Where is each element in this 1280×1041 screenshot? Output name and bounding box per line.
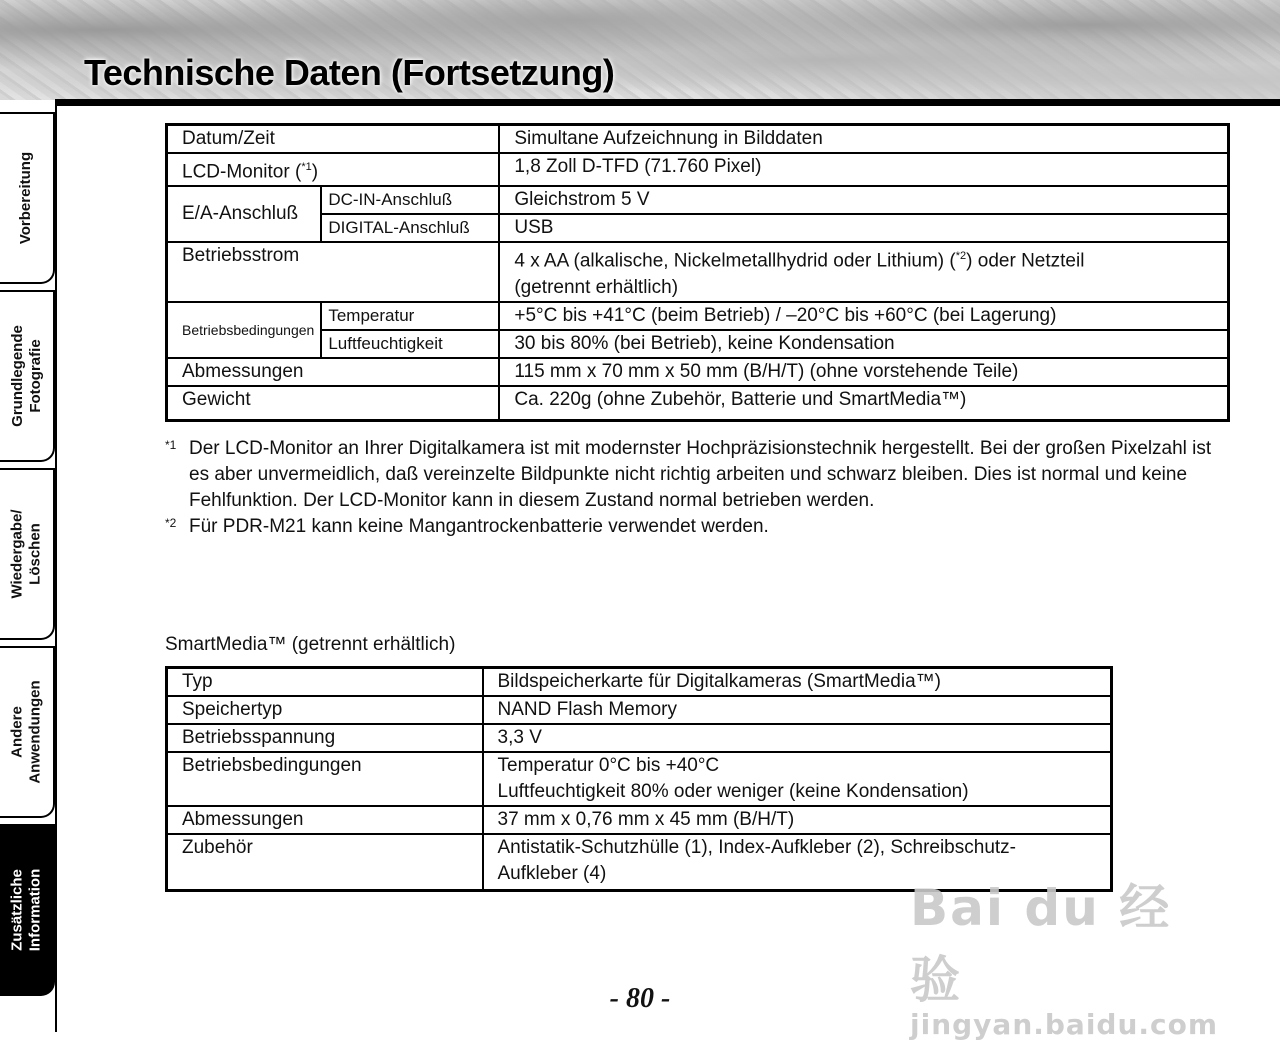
row-value: NAND Flash Memory [483, 696, 1112, 724]
spec-table [165, 123, 1230, 422]
sidebar-tab-label: Vorbereitung [17, 151, 35, 245]
row-label: Gewicht [167, 386, 500, 421]
row-value: 1,8 Zoll D-TFD (71.760 Pixel) [499, 153, 1228, 186]
watermark-url: jingyan.baidu.com [910, 1008, 1219, 1041]
label-text: ) [311, 161, 319, 183]
sub-label: Luftfeuchtigkeit [321, 330, 499, 358]
value-text: Aufkleber (4) [497, 863, 607, 884]
table-row [167, 752, 1112, 806]
row-value: USB [499, 214, 1228, 242]
table-row [167, 668, 1112, 697]
row-value: 115 mm x 70 mm x 50 mm (B/H/T) (ohne vorstehende Teile) [499, 358, 1228, 386]
row-value: Ca. 220g (ohne Zubehör, Batterie und SmartMedia™) [499, 386, 1228, 421]
footnote-1 [165, 436, 1225, 514]
table-row [167, 153, 1229, 186]
row-value: Simultane Aufzeichnung in Bilddaten [499, 125, 1228, 154]
smartmedia-table [165, 666, 1113, 892]
sidebar-tab-label: Wiedergabe/ Löschen [8, 509, 44, 599]
table-row [167, 186, 1229, 214]
row-label: Betriebsstrom [167, 242, 500, 301]
footnote-mark: *2 [165, 516, 177, 530]
sidebar-tab-label: Andere Anwendungen [8, 680, 44, 784]
row-label: Datum/Zeit [167, 125, 500, 154]
value-text: Temperatur 0°C bis +40°C [497, 755, 720, 776]
table-row [167, 724, 1112, 752]
sidebar-tab-vorbereitung[interactable] [0, 112, 55, 284]
smartmedia-heading: SmartMedia™ (getrennt erhältlich) [165, 634, 456, 655]
sidebar-tab-zusaetzliche-information[interactable] [0, 824, 55, 996]
table-row [167, 214, 1229, 242]
table-row [167, 696, 1112, 724]
sub-label: Temperatur [321, 302, 499, 330]
row-value [483, 752, 1112, 806]
value-text: ) oder Netzteil [966, 250, 1085, 272]
row-label: Betriebsspannung [167, 724, 483, 752]
row-value: 30 bis 80% (bei Betrieb), keine Kondensation [499, 330, 1228, 358]
table-row [167, 242, 1229, 301]
label-text: LCD-Monitor ( [182, 161, 302, 183]
row-value [499, 242, 1228, 301]
page-title: Technische Daten (Fortsetzung) [84, 52, 615, 93]
value-text: 4 x AA (alkalische, Nickelmetallhydrid oder Lithium) ( [514, 250, 956, 272]
row-value: Gleichstrom 5 V [499, 186, 1228, 214]
row-label: Betriebsbedingungen [167, 302, 322, 358]
sub-label: DIGITAL-Anschluß [321, 214, 499, 242]
table-row [167, 806, 1112, 834]
sidebar-tab-label: Grundlegende Fotografie [8, 325, 44, 427]
footnote-mark: *1 [165, 438, 177, 452]
sidebar-tab-andere-anwendungen[interactable] [0, 646, 55, 818]
row-value: Bildspeicherkarte für Digitalkameras (SmartMedia™) [483, 668, 1112, 697]
table-row [167, 125, 1229, 154]
sidebar-divider [55, 106, 57, 1032]
row-label [167, 153, 500, 186]
row-label: Zubehör [167, 834, 483, 891]
header-rule [55, 99, 1280, 106]
row-label: Typ [167, 668, 483, 697]
table-row [167, 330, 1229, 358]
footnote-text: Der LCD-Monitor an Ihrer Digitalkamera ist mit modernster Hochpräzisionstechnik hergestellt. Bei der großen Pixelzahl ist es aber unvermeidlich, daß vereinzelte Bildpunkte nicht richtig arbeiten und schwarz bleiben. Dies ist normal und keine Fehlfunktion. Der LCD-Monitor kann in diesem Zustand normal betrieben werden. [189, 438, 1212, 511]
table-row [167, 386, 1229, 421]
row-value: +5°C bis +41°C (beim Betrieb) / –20°C bis +60°C (bei Lagerung) [499, 302, 1228, 330]
sub-label: DC-IN-Anschluß [321, 186, 499, 214]
footnote-text: Für PDR-M21 kann keine Mangantrockenbatterie verwendet werden. [189, 516, 769, 537]
value-text: Antistatik-Schutzhülle (1), Index-Aufkleber (2), Schreibschutz- [497, 837, 1016, 858]
table-row [167, 302, 1229, 330]
value-text: (getrennt erhältlich) [514, 276, 679, 298]
value-text: Luftfeuchtigkeit 80% oder weniger (keine Kondensation) [497, 781, 969, 802]
row-label: Betriebsbedingungen [167, 752, 483, 806]
footnote-ref: *1 [301, 161, 312, 173]
table-row [167, 358, 1229, 386]
row-value: 37 mm x 0,76 mm x 45 mm (B/H/T) [483, 806, 1112, 834]
sidebar-tab-grundlegende-fotografie[interactable] [0, 290, 55, 462]
sidebar-tab-wiedergabe-loeschen[interactable] [0, 468, 55, 640]
row-label: Speichertyp [167, 696, 483, 724]
row-value: 3,3 V [483, 724, 1112, 752]
baidu-watermark [910, 868, 1219, 1041]
row-label: Abmessungen [167, 806, 483, 834]
footnote-2 [165, 514, 1225, 540]
footnote-ref: *2 [955, 250, 967, 263]
row-label: E/A-Anschluß [167, 186, 322, 242]
footnotes [165, 436, 1225, 540]
row-label: Abmessungen [167, 358, 500, 386]
page-number: - 80 - [609, 983, 671, 1014]
sidebar-tab-label: Zusätzliche Information [8, 868, 44, 952]
watermark-logo-text: Bai du 经验 [910, 879, 1172, 1009]
